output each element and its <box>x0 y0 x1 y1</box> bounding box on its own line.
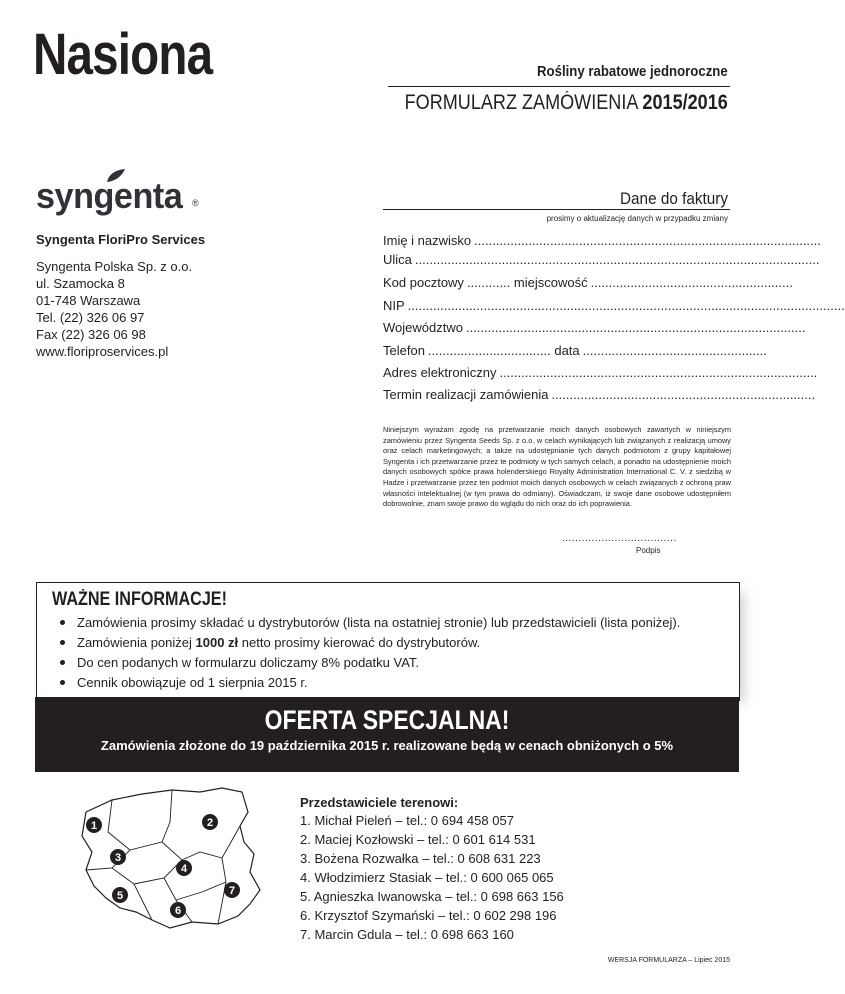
region-number: 6 <box>174 905 182 917</box>
region-number: 3 <box>114 852 122 864</box>
field-email-label: Adres elektroniczny <box>383 365 499 380</box>
list-item <box>60 633 680 653</box>
address-line: Syngenta Polska Sp. z o.o. <box>36 259 193 274</box>
form-version: WERSJA FORMULARZA – Lipiec 2015 <box>607 957 730 964</box>
address-phone: Tel. (22) 326 06 97 <box>36 310 145 325</box>
field-name-label: Imię i nazwisko <box>383 233 474 248</box>
region-marker-2 <box>202 814 218 830</box>
field-deadline[interactable]: Termin realizacji zamówienia ......................................................................... <box>383 387 816 402</box>
region-number: 5 <box>116 890 124 902</box>
invoice-note: prosimy o aktualizację danych w przypadku zmiany <box>546 214 728 223</box>
field-street[interactable]: Ulica ................................................................................................................ <box>383 252 820 267</box>
header-divider <box>388 86 730 87</box>
logo-registered-mark: ® <box>192 198 199 208</box>
field-postcode-city[interactable]: Kod pocztowy ............ miejscowość ........................................................ <box>383 275 793 290</box>
list-item: 7. Marcin Gdula – tel.: 0 698 663 160 <box>300 927 514 942</box>
address-line: 01-748 Warszawa <box>36 293 141 308</box>
list-item: 6. Krzysztof Szymański – tel.: 0 602 298 196 <box>300 908 557 923</box>
field-phone-date[interactable]: Telefon .................................. data ................................................... <box>383 343 767 358</box>
address-fax: Fax (22) 326 06 98 <box>36 327 146 342</box>
region-marker-5 <box>112 887 128 903</box>
invoice-title: Dane do faktury <box>619 189 728 208</box>
region-marker-1 <box>86 817 102 833</box>
poland-regions-map <box>72 782 272 930</box>
offer-subtitle: Zamówienia złożone do 19 października 2015 r. realizowane będą w cenach obniżonych o 5% <box>100 738 674 753</box>
representatives-list <box>300 811 564 944</box>
list-item: 2. Maciej Kozłowski – tel.: 0 601 614 531 <box>300 832 536 847</box>
company-name: Syngenta FloriPro Services <box>36 232 206 247</box>
list-item: 5. Agnieszka Iwanowska – tel.: 0 698 663 156 <box>300 889 564 904</box>
field-email[interactable]: Adres elektroniczny ........................................................................................ <box>383 365 818 380</box>
signature-label: Podpis <box>636 546 661 555</box>
field-street-label: Ulica <box>383 252 415 267</box>
field-nip-label: NIP <box>383 298 408 313</box>
list-item-text: netto prosimy kierować do dystrybutorów. <box>238 635 481 650</box>
region-marker-3 <box>110 849 126 865</box>
field-postcode-label: Kod pocztowy <box>383 275 467 290</box>
offer-title: OFERTA SPECJALNA! <box>264 705 510 735</box>
region-marker-7 <box>224 882 240 898</box>
invoice-divider <box>383 209 730 210</box>
field-phone-label: Telefon <box>383 343 428 358</box>
company-address <box>36 258 192 360</box>
brand-title: Nasiona <box>33 22 213 87</box>
form-title <box>405 91 728 115</box>
region-marker-4 <box>176 860 192 876</box>
info-list <box>60 613 680 693</box>
special-offer-banner <box>35 697 739 772</box>
field-province-label: Województwo <box>383 320 466 335</box>
list-item: 3. Bożena Rozwałka – tel.: 0 608 631 223 <box>300 851 541 866</box>
field-date-label: data <box>554 343 582 358</box>
list-item: Cennik obowiązuje od 1 sierpnia 2015 r. <box>60 673 680 693</box>
signature-field[interactable]: ................................... <box>562 533 677 544</box>
region-number: 2 <box>206 817 214 829</box>
field-city-label: miejscowość <box>514 275 591 290</box>
address-website: www.floriproservices.pl <box>36 344 169 359</box>
representatives-title: Przedstawiciele terenowi: <box>300 795 459 810</box>
field-province[interactable]: Województwo .............................................................................................. <box>383 320 806 335</box>
form-year: 2015/2016 <box>642 91 728 114</box>
list-item: Do cen podanych w formularzu doliczamy 8% podatku VAT. <box>60 653 680 673</box>
consent-text: Niniejszym wyrażam zgodę na przetwarzanie moich danych osobowych zawartych w niniejszym zamówieniu przez Syngenta Seeds Sp. z o.o. w celach wynikających lub związanych z realizacją umowy oraz celach marketingowych; a także na udostępnianie tych danych podmiotom z grupy kapitałowej Syngenta i ich przetwarzanie przez te podmioty w tych samych celach, a ponadto na udostępnienie moich danych osobowych spółce prawa holenderskiego Royalty Administration International C. V. z siedzibą w Hadze i przetwarzanie przez ten podmiot moich danych osobowych w celach związanych z ochroną praw własności intelektualnej (w tym prawa do odmiany). Oświadczam, iż swoje dane osobowe udostępniłem dobrowolnie, znam swoje prawo do wglądu do nich oraz do ich poprawienia. <box>383 425 731 509</box>
address-line: ul. Szamocka 8 <box>36 276 125 291</box>
logo-text: syngenta <box>36 175 183 216</box>
region-number: 1 <box>90 820 98 832</box>
product-subtitle: Rośliny rabatowe jednoroczne <box>537 63 728 80</box>
field-deadline-label: Termin realizacji zamówienia <box>383 387 551 402</box>
region-number: 4 <box>180 863 188 875</box>
list-item: 1. Michał Pieleń – tel.: 0 694 458 057 <box>300 813 514 828</box>
amount-highlight: 1000 zł <box>195 635 239 650</box>
region-number: 7 <box>228 885 236 897</box>
list-item-text: Zamówienia poniżej <box>77 635 196 650</box>
list-item: 4. Włodzimierz Stasiak – tel.: 0 600 065 065 <box>300 870 554 885</box>
region-marker-6 <box>170 902 186 918</box>
field-nip[interactable]: NIP ......................................................................................................................... <box>383 298 845 313</box>
field-name[interactable]: Imię i nazwisko ................................................................................................ <box>383 233 821 248</box>
form-title-text: FORMULARZ ZAMÓWIENIA <box>404 91 638 114</box>
info-title: WAŻNE INFORMACJE! <box>52 589 227 610</box>
syngenta-logo <box>36 175 199 216</box>
list-item: Zamówienia prosimy składać u dystrybutorów (lista na ostatniej stronie) lub przedstawicieli (lista poniżej). <box>60 613 680 633</box>
